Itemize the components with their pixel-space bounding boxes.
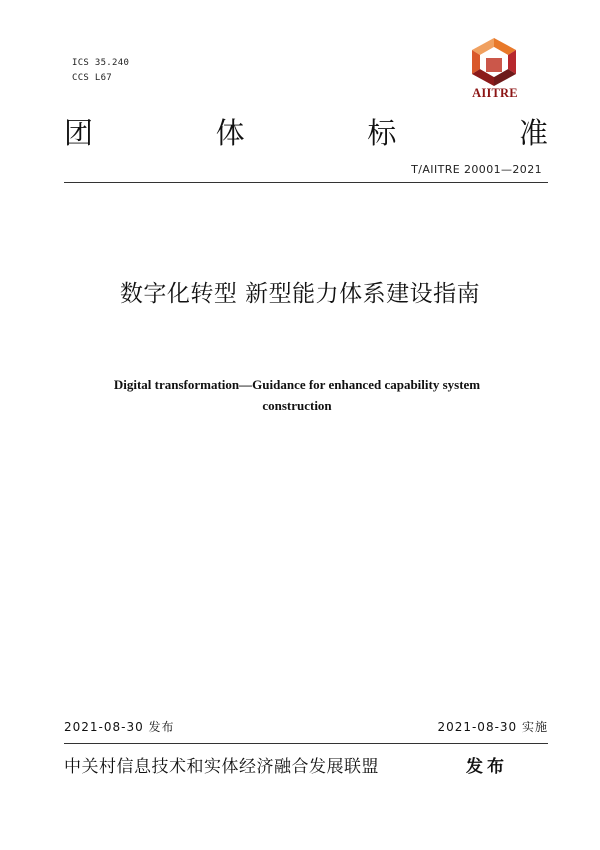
english-title — [80, 374, 514, 416]
heading-char: 标 — [367, 115, 397, 150]
english-title-line: construction — [262, 398, 332, 413]
publish-label: 发布 — [466, 757, 508, 777]
top-divider — [64, 182, 548, 183]
chinese-title: 数字化转型 新型能力体系建设指南 — [119, 281, 481, 307]
standard-number: T/AIITRE 20001—2021 — [411, 163, 542, 176]
english-title-line: Digital transformation—Guidance for enhanced capability system — [113, 377, 481, 392]
heading-char: 团 — [64, 115, 94, 150]
publish-date: 2021-08-30 发布 — [64, 720, 175, 734]
logo-inner-block — [486, 58, 502, 72]
document-type-heading — [64, 108, 548, 154]
heading-char: 准 — [518, 115, 548, 150]
ccs-code: CCS L67 — [72, 73, 113, 83]
bottom-divider — [64, 743, 548, 744]
implement-date: 2021-08-30 实施 — [437, 720, 548, 734]
logo-text: AIITRE — [472, 86, 518, 100]
publisher-name: 中关村信息技术和实体经济融合发展联盟 — [64, 757, 379, 777]
ics-code: ICS 35.240 — [72, 58, 130, 68]
heading-char: 体 — [215, 115, 245, 150]
